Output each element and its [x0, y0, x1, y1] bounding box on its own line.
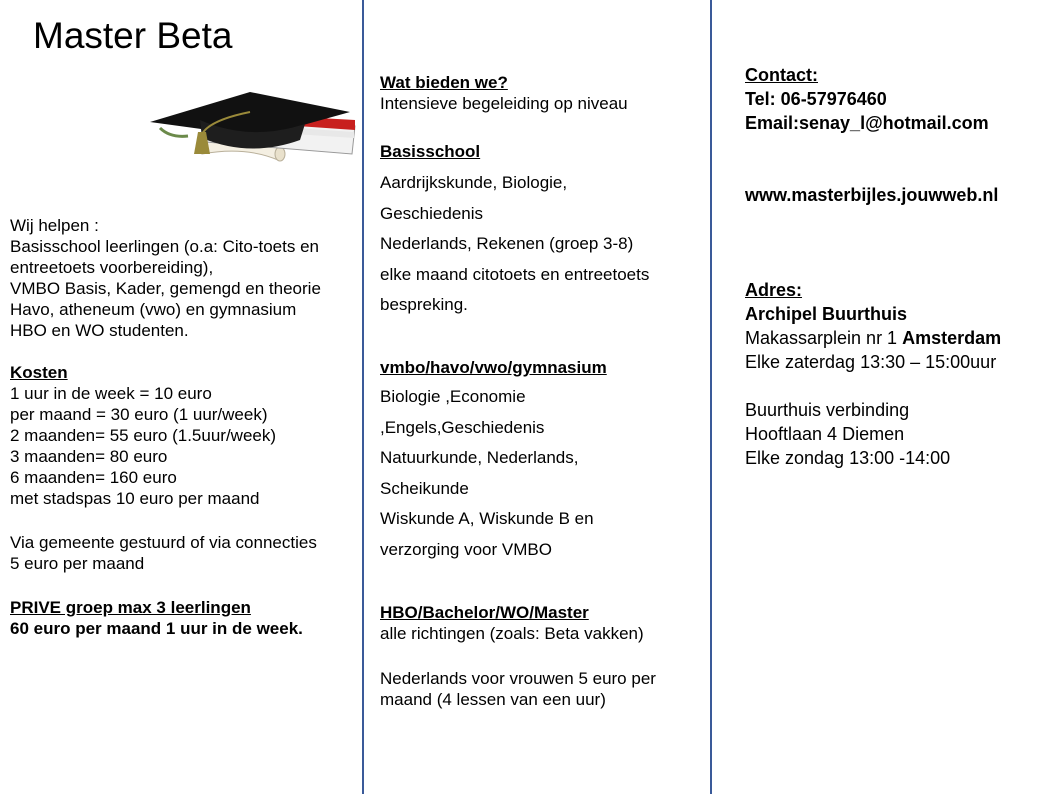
kosten-line: 3 maanden= 80 euro	[10, 447, 168, 466]
help-line: entreetoets voorbereiding),	[10, 258, 214, 277]
basis-line: elke maand citotoets en entreetoets	[380, 264, 650, 284]
help-line: Havo, atheneum (vwo) en gymnasium	[10, 300, 297, 319]
contact-section	[745, 63, 998, 207]
adres-line	[745, 326, 1001, 350]
second-location-line: Elke zondag 13:00 -14:00	[745, 448, 951, 468]
help-section	[10, 215, 321, 341]
adres-heading: Adres:	[745, 280, 803, 300]
gemeente-line: Via gemeente gestuurd of via connecties	[10, 533, 317, 552]
help-line: VMBO Basis, Kader, gemengd en theorie	[10, 279, 321, 298]
gemeente-line: 5 euro per maand	[10, 554, 145, 573]
vmbo-heading: vmbo/havo/vwo/gymnasium	[380, 358, 607, 377]
kosten-line: per maand = 30 euro (1 uur/week)	[10, 405, 268, 424]
kosten-line: 2 maanden= 55 euro (1.5uur/week)	[10, 426, 277, 445]
graduation-cap-icon	[140, 82, 360, 164]
prive-line: 60 euro per maand 1 uur in de week.	[10, 619, 303, 638]
offer-heading: Wat bieden we?	[380, 73, 508, 92]
adres-name: Archipel Buurthuis	[745, 304, 908, 324]
vmbo-line: Scheikunde	[380, 478, 469, 498]
basis-heading: Basisschool	[380, 142, 481, 161]
vmbo-line: Wiskunde A, Wiskunde B en	[380, 509, 594, 529]
basis-line: Nederlands, Rekenen (groep 3-8)	[380, 234, 634, 254]
page-title: Master Beta	[33, 15, 233, 56]
offer-line: Intensieve begeleiding op niveau	[380, 94, 628, 113]
hbo-heading: HBO/Bachelor/WO/Master	[380, 603, 589, 622]
kosten-line: 6 maanden= 160 euro	[10, 468, 177, 487]
basis-line: Aardrijkskunde, Biologie,	[380, 173, 568, 192]
kosten-line: 1 uur in de week = 10 euro	[10, 384, 212, 403]
basis-line: bespreking.	[380, 295, 468, 315]
adres-city: Amsterdam	[902, 328, 1002, 348]
help-line: Wij helpen :	[10, 216, 99, 235]
column-divider-right	[710, 0, 712, 794]
nl-line: Nederlands voor vrouwen 5 euro per	[380, 669, 656, 688]
left-column	[10, 215, 321, 639]
adres-time: Elke zaterdag 13:30 – 15:00uur	[745, 352, 997, 372]
vmbo-line: verzorging voor VMBO	[380, 539, 552, 559]
column-divider-left	[362, 0, 364, 794]
vmbo-line: Natuurkunde, Nederlands,	[380, 448, 579, 468]
middle-column	[380, 72, 628, 162]
adres-street: Makassarplein nr 1	[745, 328, 903, 348]
vmbo-list	[380, 382, 594, 566]
prive-heading: PRIVE groep max 3 leerlingen	[10, 598, 251, 617]
second-location-line: Buurthuis verbinding	[745, 400, 910, 420]
basis-list	[380, 168, 649, 321]
adres-section	[745, 278, 1001, 470]
basis-line: Geschiedenis	[380, 203, 484, 223]
hbo-line: alle richtingen (zoals: Beta vakken)	[380, 624, 644, 643]
vmbo-line: Biologie ,Economie	[380, 387, 526, 406]
kosten-line: met stadspas 10 euro per maand	[10, 489, 260, 508]
help-line: Basisschool leerlingen (o.a: Cito-toets en	[10, 237, 319, 256]
kosten-section	[10, 362, 321, 509]
second-location-line: Hooftlaan 4 Diemen	[745, 424, 905, 444]
contact-tel: Tel: 06-57976460	[745, 89, 887, 109]
gemeente-section	[10, 532, 321, 574]
hbo-section	[380, 602, 656, 710]
website-link[interactable]: www.masterbijles.jouwweb.nl	[745, 185, 999, 205]
contact-email: Email:senay_l@hotmail.com	[745, 113, 989, 133]
prive-section	[10, 597, 321, 639]
nl-line: maand (4 lessen van een uur)	[380, 690, 606, 709]
contact-heading: Contact:	[745, 65, 818, 85]
vmbo-line: ,Engels,Geschiedenis	[380, 417, 545, 437]
help-line: HBO en WO studenten.	[10, 321, 189, 340]
vmbo-heading-wrap	[380, 357, 607, 378]
kosten-heading: Kosten	[10, 363, 68, 382]
